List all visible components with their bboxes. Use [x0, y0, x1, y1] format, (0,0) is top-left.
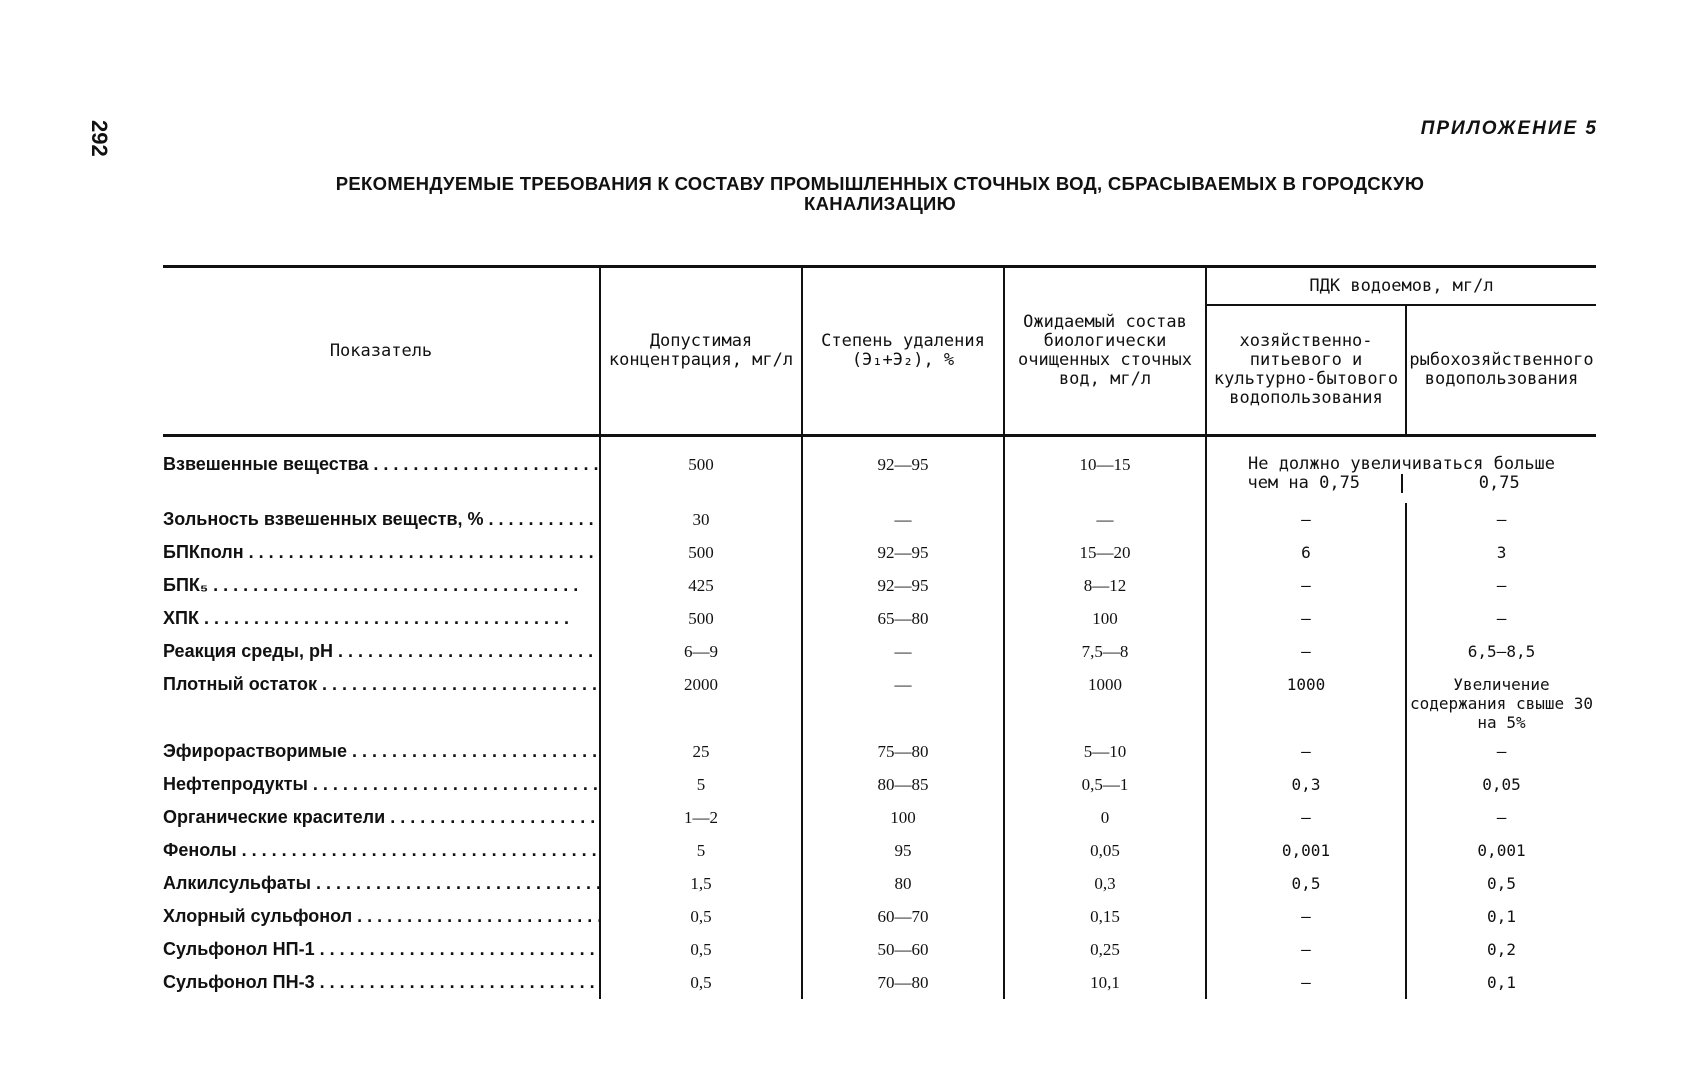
header-pdk-household: хозяйственно-питьевого и культурно-бытового водопользования	[1206, 305, 1406, 436]
cell-household: —	[1206, 966, 1406, 999]
cell-household: —	[1206, 801, 1406, 834]
cell-fishery: 3	[1496, 543, 1507, 562]
cell-allowed: 0,5	[600, 966, 802, 999]
cell-allowed: 0,5	[600, 933, 802, 966]
cell-pdk-fishery: 0,75	[1478, 473, 1520, 493]
cell-expected: 8—12	[1004, 569, 1206, 602]
table-row	[163, 768, 1596, 801]
cell-removal: 80—85	[802, 768, 1004, 801]
cell-indicator: Алкилсульфаты . . .	[163, 867, 600, 900]
title-line-1: РЕКОМЕНДУЕМЫЕ ТРЕБОВАНИЯ К СОСТАВУ ПРОМЫШЛЕННЫХ СТОЧНЫХ ВОД, СБРАСЫВАЕМЫХ В ГОРОДСКУЮ	[335, 173, 1425, 194]
cell-expected: 15—20	[1004, 536, 1206, 569]
cell-allowed: 425	[600, 569, 802, 602]
table-row	[163, 536, 1596, 569]
document-title	[230, 174, 1530, 214]
cell-indicator: БПКполн . . .	[163, 536, 600, 569]
cell-removal: 92—95	[802, 436, 1004, 504]
cell-expected: 0,25	[1004, 933, 1206, 966]
table-row	[163, 900, 1596, 933]
merged-note: Не должно увеличиваться больше	[1247, 454, 1556, 474]
cell-household: 0,5	[1206, 867, 1406, 900]
table-body	[163, 436, 1596, 1000]
cell-fishery: —	[1496, 510, 1507, 529]
table-row	[163, 966, 1596, 999]
cell-fishery: —	[1496, 609, 1507, 628]
cell-indicator: Плотный остаток . . .	[163, 668, 600, 735]
cell-household: —	[1206, 635, 1406, 668]
cell-removal: —	[802, 635, 1004, 668]
cell-expected: 10,1	[1004, 966, 1206, 999]
cell-indicator: Сульфонол НП-1 . . .	[163, 933, 600, 966]
cell-removal: 80	[802, 867, 1004, 900]
cell-fishery: —	[1496, 808, 1507, 827]
cell-expected: 10—15	[1004, 436, 1206, 504]
cell-fishery: —	[1496, 742, 1507, 761]
title-line-2: КАНАЛИЗАЦИЮ	[803, 193, 956, 214]
header-pdk-group: ПДК водоемов, мг/л	[1206, 267, 1596, 306]
cell-household: —	[1206, 602, 1406, 635]
cell-allowed: 5	[600, 834, 802, 867]
cell-fishery: 0,1	[1487, 907, 1516, 926]
cell-allowed: 500	[600, 602, 802, 635]
header-pdk-fishery: рыбохозяйственного водопользования	[1406, 305, 1596, 436]
cell-removal: 50—60	[802, 933, 1004, 966]
cell-pdk-merged	[1206, 436, 1596, 504]
cell-removal: 100	[802, 801, 1004, 834]
header-removal-degree: Степень удаления (Э₁+Э₂), %	[802, 267, 1004, 436]
cell-expected: 0,05	[1004, 834, 1206, 867]
cell-household: —	[1206, 900, 1406, 933]
cell-fishery: 0,05	[1482, 775, 1521, 794]
cell-household: —	[1206, 933, 1406, 966]
cell-allowed: 5	[600, 768, 802, 801]
table-row	[163, 569, 1596, 602]
cell-household: 6	[1206, 536, 1406, 569]
cell-household: 0,001	[1206, 834, 1406, 867]
cell-indicator: Сульфонол ПН-3 . . .	[163, 966, 600, 999]
cell-expected: 5—10	[1004, 735, 1206, 768]
table-row	[163, 834, 1596, 867]
cell-indicator: Взвешенные вещества . . .	[163, 436, 600, 504]
cell-allowed: 0,5	[600, 900, 802, 933]
cell-pdk-household: чем на 0,75	[1207, 474, 1403, 493]
cell-fishery: Увеличение содержания свыше 30 на 5%	[1409, 675, 1594, 732]
cell-expected: 1000	[1004, 668, 1206, 735]
cell-indicator: Эфирорастворимые . . .	[163, 735, 600, 768]
cell-expected: 0,5—1	[1004, 768, 1206, 801]
cell-expected: —	[1004, 503, 1206, 536]
table-row	[163, 933, 1596, 966]
cell-fishery: —	[1496, 576, 1507, 595]
cell-indicator: Зольность взвешенных веществ, % . . .	[163, 503, 600, 536]
table-row	[163, 867, 1596, 900]
cell-allowed: 2000	[600, 668, 802, 735]
cell-expected: 0,3	[1004, 867, 1206, 900]
cell-indicator: БПК₅ . . .	[163, 569, 600, 602]
table-row	[163, 735, 1596, 768]
cell-allowed: 30	[600, 503, 802, 536]
cell-indicator: Хлорный сульфонол . . .	[163, 900, 600, 933]
cell-household: 1000	[1206, 668, 1406, 735]
cell-removal: 92—95	[802, 569, 1004, 602]
cell-household: 0,3	[1206, 768, 1406, 801]
table-row	[163, 602, 1596, 635]
cell-removal: 65—80	[802, 602, 1004, 635]
table-row	[163, 436, 1596, 504]
table-row	[163, 801, 1596, 834]
header-indicator: Показатель	[163, 267, 600, 436]
cell-allowed: 1,5	[600, 867, 802, 900]
cell-expected: 100	[1004, 602, 1206, 635]
table-row	[163, 668, 1596, 735]
table-row	[163, 503, 1596, 536]
cell-fishery: 0,5	[1487, 874, 1516, 893]
cell-allowed: 1—2	[600, 801, 802, 834]
table-row	[163, 635, 1596, 668]
cell-expected: 7,5—8	[1004, 635, 1206, 668]
cell-household: —	[1206, 569, 1406, 602]
appendix-label: ПРИЛОЖЕНИЕ 5	[1420, 118, 1598, 139]
cell-fishery: 0,2	[1487, 940, 1516, 959]
cell-allowed: 500	[600, 536, 802, 569]
cell-indicator: ХПК . . .	[163, 602, 600, 635]
cell-removal: —	[802, 503, 1004, 536]
requirements-table	[163, 265, 1596, 999]
cell-allowed: 6—9	[600, 635, 802, 668]
cell-removal: 70—80	[802, 966, 1004, 999]
cell-fishery: 0,001	[1477, 841, 1526, 860]
page-number: 292	[87, 120, 112, 157]
cell-expected: 0	[1004, 801, 1206, 834]
cell-removal: 95	[802, 834, 1004, 867]
header-expected-composition: Ожидаемый состав биологически очищенных сточных вод, мг/л	[1004, 267, 1206, 436]
cell-household: —	[1206, 503, 1406, 536]
cell-household: —	[1206, 735, 1406, 768]
cell-removal: 60—70	[802, 900, 1004, 933]
cell-indicator: Реакция среды, pH . . .	[163, 635, 600, 668]
header-allowed-concentration: Допустимая концентрация, мг/л	[600, 267, 802, 436]
cell-allowed: 25	[600, 735, 802, 768]
cell-indicator: Органические красители . . .	[163, 801, 600, 834]
cell-expected: 0,15	[1004, 900, 1206, 933]
cell-removal: 75—80	[802, 735, 1004, 768]
cell-fishery: 0,1	[1487, 973, 1516, 992]
cell-removal: 92—95	[802, 536, 1004, 569]
cell-indicator: Нефтепродукты . . .	[163, 768, 600, 801]
cell-indicator: Фенолы . . .	[163, 834, 600, 867]
cell-allowed: 500	[600, 436, 802, 504]
cell-removal: —	[802, 668, 1004, 735]
cell-fishery: 6,5—8,5	[1467, 642, 1536, 661]
